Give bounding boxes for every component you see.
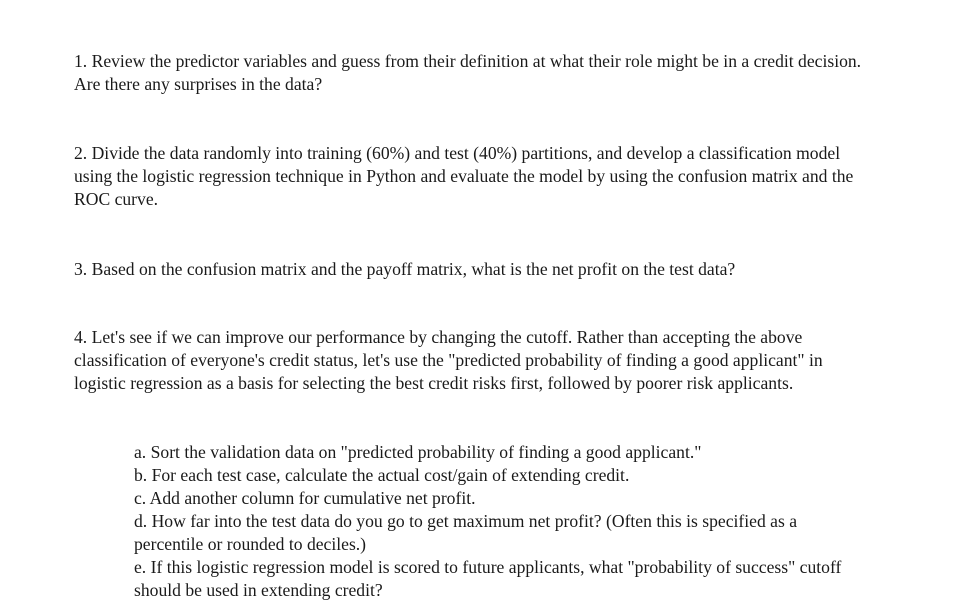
subitem-a: a. Sort the validation data on "predicted probability of finding a good applicant." [134, 442, 702, 462]
question-3: 3. Based on the confusion matrix and the payoff matrix, what is the net profit on the test data? [74, 259, 736, 279]
question-1: 1. Review the predictor variables and guess from their definition at what their role might be in a credit decision. Are there any surprises in the data? [74, 51, 862, 94]
subitem-d: d. How far into the test data do you go to get maximum net profit? (Often this is specified as a percentile or rounded to deciles.) [134, 511, 798, 554]
subitem-e: e. If this logistic regression model is scored to future applicants, what "probability of success" cutoff should be used in extending credit? [134, 557, 842, 600]
question-4-subitems [134, 441, 854, 602]
subitem-b: b. For each test case, calculate the actual cost/gain of extending credit. [134, 465, 630, 485]
subitem-c: c. Add another column for cumulative net profit. [134, 488, 476, 508]
question-4: 4. Let's see if we can improve our performance by changing the cutoff. Rather than accepting the above classification of everyone's credit status, let's use the "predicted probability of finding a good applicant" in logistic regression as a basis for selecting the best credit risks first, followed by poorer risk applicants. [74, 327, 823, 393]
question-2: 2. Divide the data randomly into training (60%) and test (40%) partitions, and develop a classification model using the logistic regression technique in Python and evaluate the model by using the confusion matrix and the ROC curve. [74, 143, 854, 209]
